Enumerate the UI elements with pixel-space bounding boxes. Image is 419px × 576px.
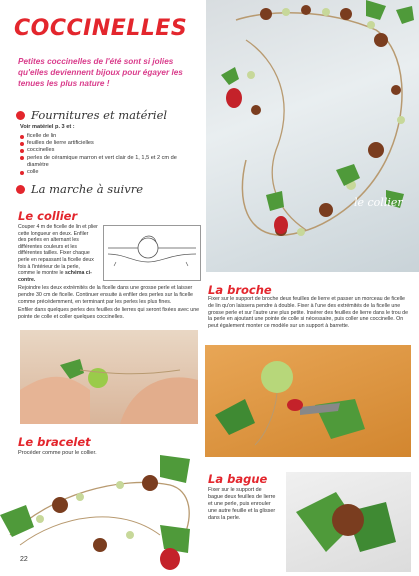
bague-text: Fixer sur le support de bague deux feuilles de lierre et une perle, puis enrouler une autre feuille et la glisser dans la perle. — [208, 487, 276, 521]
fournitures-heading — [16, 108, 167, 122]
bracelet-text: Procéder comme pour le collier. — [18, 450, 97, 456]
bracelet-photo — [0, 455, 205, 576]
hands-photo — [20, 330, 198, 424]
collier-text-1: Couper 4 m de ficelle de lin et plier cette longueur en deux. Enfiler des perles en alternant les différentes couleurs et les différentes tailles. Fixer chaque perle en repassant la ficelle deux fois à l'intérieur de la perle, comme le montre le — [18, 224, 98, 277]
collier-schema-ref: schéma ci-contre. — [18, 270, 92, 283]
collier-text — [18, 224, 98, 283]
bullet-icon — [16, 111, 25, 120]
broche-text: Fixer sur le support de broche deux feuilles de lierre et passer un morceau de ficelle de lin qu'on laissera pendre à double. Fixer à l'une des extrémités de la ficelle une grosse perle et sur l'autre une plus petite. Insérer des feuilles de lierre dans le trou de la perle en ajoutant une pointe de colle si nécessaire, puis coller une coccinelle. On peut également monter ce modèle sur un support à barrette. — [208, 296, 409, 330]
page-number: 22 — [20, 556, 28, 563]
list-item: perles de céramique marron et vert clair de 1, 1,5 et 2 cm de diamètre — [20, 155, 190, 169]
photo-caption: le collier — [354, 196, 403, 209]
ring-photo — [286, 472, 411, 572]
list-item: colle — [20, 169, 190, 176]
collier-paragraph-2: Rejoindre les deux extrémités de la ficelle dans une grosse perle et laisser pendre 30 cm de ficelle. Continuer ensuite à enfiler des perles sur la ficelle comme précédemment, en terminant par les perles les plus fines. — [18, 285, 193, 305]
list-item: feuilles de lierre artificielles — [20, 140, 190, 147]
marche-heading — [16, 182, 143, 196]
list-item: coccinelles — [20, 147, 190, 154]
voir-materiel: Voir matériel p. 3 et : — [20, 124, 75, 130]
necklace-photo — [206, 0, 419, 272]
collier-title: Le collier — [18, 209, 78, 223]
broche-title: La broche — [208, 283, 272, 297]
materiel-list — [20, 133, 190, 176]
marche-heading-label: La marche à suivre — [31, 182, 144, 196]
bullet-icon — [16, 185, 25, 194]
bead-schema — [103, 225, 201, 281]
bracelet-title: Le bracelet — [18, 435, 91, 449]
fournitures-heading-label: Fournitures et matériel — [31, 108, 168, 122]
collier-paragraph-3: Enfiler dans quelques perles des feuilles de lierres qui seront fixées avec une pointe de colle et coller quelques coccinelles. — [18, 307, 200, 320]
list-item: ficelle de lin — [20, 133, 190, 140]
intro-text: Petites coccinelles de l'été sont si jolies qu'elles deviennent bijoux pour égayer les tenues les plus nature ! — [18, 57, 183, 88]
brooch-photo — [205, 345, 411, 457]
bague-title: La bague — [208, 472, 268, 486]
page-title: COCCINELLES — [14, 16, 188, 41]
